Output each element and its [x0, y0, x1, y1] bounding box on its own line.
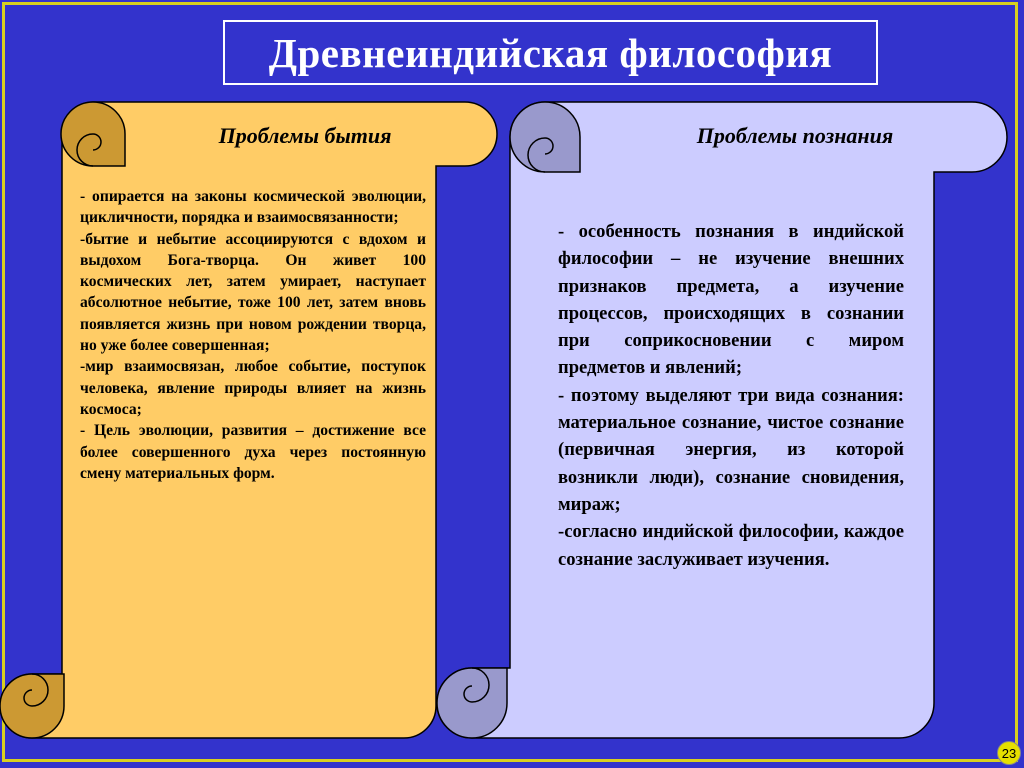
- right-scroll-heading: Проблемы познания: [696, 123, 894, 148]
- page-number-badge: 23: [997, 741, 1021, 765]
- right-bottom-curl-icon: [437, 668, 507, 738]
- right-paragraph: - особенность познания в индийской философии – не изучение внешних признаков предмета, а изучение процессов, происходящих в сознании при соприкосновении с миром предметов и явлений;: [558, 221, 904, 379]
- right-top-curl-icon: [510, 102, 580, 172]
- right-paragraph: -согласно индийской философии, каждое сознание заслуживает изучения.: [558, 521, 904, 570]
- left-paragraph: - Цель эволюции, развития – достижение все более совершенного духа через постоянную смену материальных форм.: [80, 422, 426, 482]
- left-scroll-heading: Проблемы бытия: [218, 123, 392, 148]
- slide-title: Древнеиндийская философия: [268, 29, 833, 76]
- left-paragraph: - опирается на законы космической эволюции, цикличности, порядка и взаимосвязанности;: [80, 188, 426, 227]
- left-paragraph: -мир взаимосвязан, любое событие, поступок человека, явление природы влияет на жизнь космоса;: [80, 358, 426, 418]
- left-paragraph: -бытие и небытие ассоциируются с вдохом и выдохом Бога-творца. Он живет 100 космических лет, затем умирает, наступает абсолютное небытие, тоже 100 лет, затем вновь появляется жизнь при новом рождении творца, но уже более совершенная;: [80, 230, 426, 355]
- left-scroll-text: [80, 186, 426, 484]
- right-paragraph: - поэтому выделяют три вида сознания: материальное сознание, чистое сознание (первичная энергия, из которой возникли люди), сознание сновидения, мираж;: [558, 384, 904, 515]
- right-scroll-text: [558, 218, 904, 573]
